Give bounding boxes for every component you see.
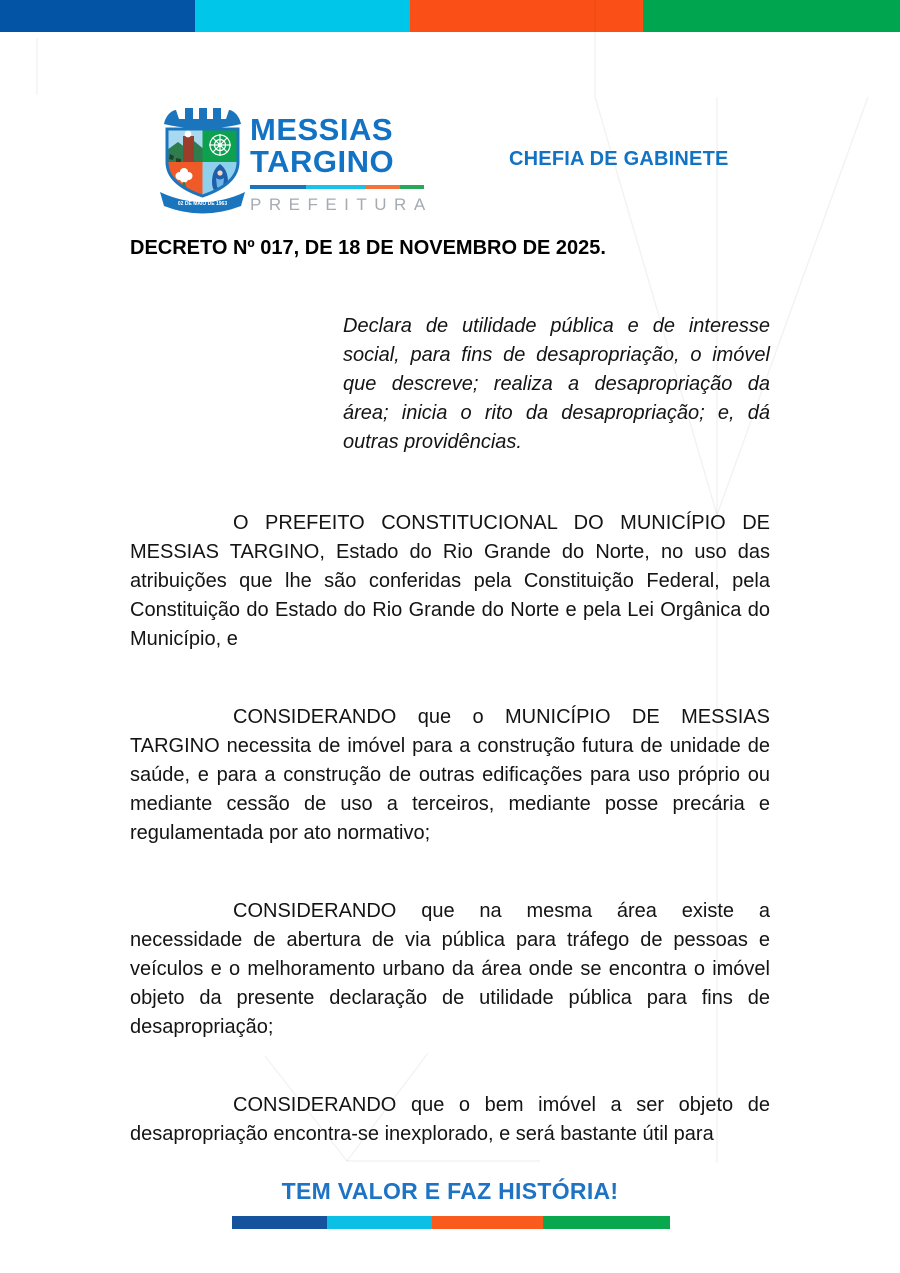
slogan-part: E FAZ	[418, 1178, 499, 1204]
city-coat-of-arms	[156, 106, 249, 214]
footer-slogan	[0, 1178, 900, 1205]
top-color-bar	[0, 0, 900, 32]
top-bar-orange-segment	[410, 0, 643, 32]
decree-body	[130, 234, 770, 1149]
bottom-bar-cyan-segment	[327, 1216, 432, 1229]
department-label: CHEFIA DE GABINETE	[509, 148, 729, 170]
top-bar-cyan-segment	[195, 0, 410, 32]
top-bar-blue-segment	[0, 0, 195, 32]
strip-blue	[250, 185, 306, 189]
bottom-bar-blue-segment	[232, 1216, 327, 1229]
decree-title: DECRETO Nº 017, DE 18 DE NOVEMBRO DE 2025.	[130, 237, 606, 259]
decree-summary: Declara de utilidade pública e de interesse social, para fins de desapropriação, o imóvel que descreve; realiza a desapropriação da área; inicia o rito da desapropriação; e, dá outras providências.	[343, 315, 770, 453]
body-paragraph: O PREFEITO CONSTITUCIONAL DO MUNICÍPIO DE MESSIAS TARGINO, Estado do Rio Grande do Norte, no uso das atribuições que lhe são conferidas pela Constituição Federal, pela Constituição do Estado do Rio Grande do Norte e pela Lei Orgânica do Município, e	[130, 512, 770, 650]
slogan-part: TEM	[281, 1178, 338, 1204]
slogan-part: VALOR	[337, 1178, 419, 1204]
logo-word-messias: MESSIAS	[250, 112, 394, 147]
logo-word-prefeitura: PREFEITURA	[250, 195, 433, 214]
slogan-part: HISTÓRIA!	[498, 1178, 619, 1204]
body-paragraph: CONSIDERANDO que na mesma área existe a necessidade de abertura de via pública para tráfego de pessoas e veículos e o melhoramento urbano da área onde se encontra o imóvel objeto da presente declaração de utilidade pública para fins de desapropriação;	[130, 900, 770, 1038]
strip-orange	[365, 185, 400, 189]
body-paragraph: CONSIDERANDO que o MUNICÍPIO DE MESSIAS TARGINO necessita de imóvel para a construção futura de unidade de saúde, e para a construção de outras edificações para uso próprio ou mediante cessão de uso a terceiros, mediante posse precária e regulamentada por ato normativo;	[130, 706, 770, 844]
strip-green	[400, 185, 424, 189]
ribbon-banner-text: 02 DE MAIO DE 1963	[177, 201, 228, 207]
top-bar-green-segment	[643, 0, 900, 32]
body-paragraph: CONSIDERANDO que o bem imóvel a ser objeto de desapropriação encontra-se inexplorado, e será bastante útil para	[130, 1094, 770, 1145]
bottom-bar-orange-segment	[432, 1216, 543, 1229]
bottom-bar-green-segment	[543, 1216, 670, 1229]
logo-wordmark	[250, 112, 433, 215]
logo-color-strip	[250, 185, 424, 189]
strip-cyan	[306, 185, 365, 189]
bottom-color-bar	[232, 1216, 670, 1229]
logo-word-targino: TARGINO	[250, 144, 395, 179]
crown-icon	[164, 108, 241, 129]
